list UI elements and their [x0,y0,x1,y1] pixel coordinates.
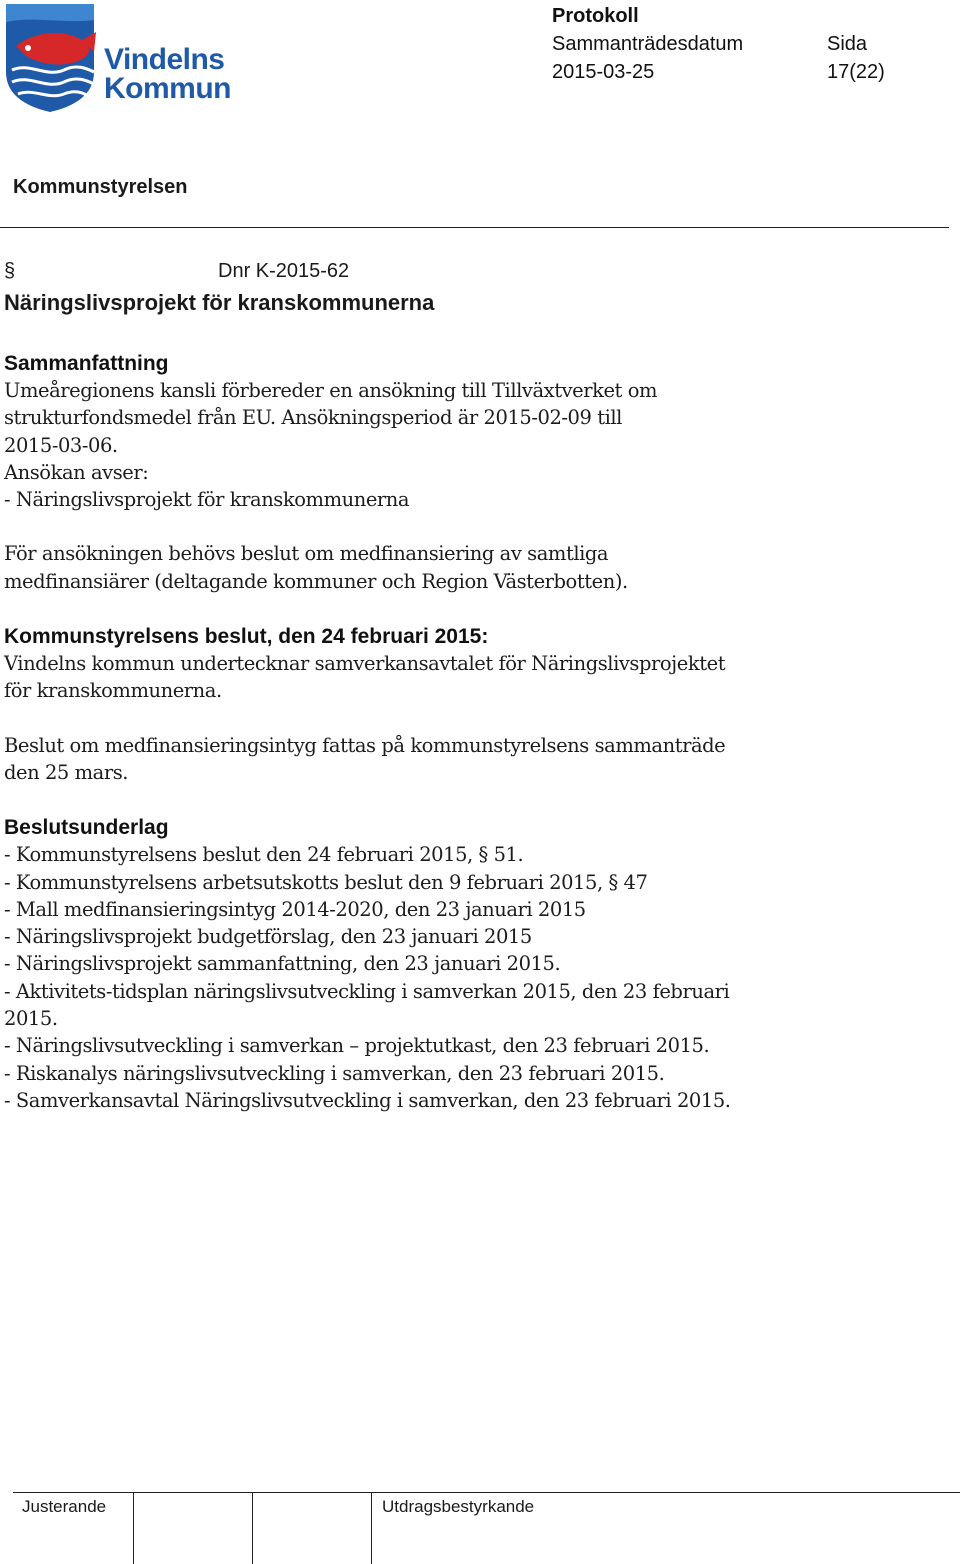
summary-line: medfinansiärer (deltagande kommuner och Region Västerbotten). [4,569,628,593]
summary-line: - Näringslivsprojekt för kranskommunerna [4,488,410,512]
logo-text-line2: Kommun [104,72,231,105]
page-number: 17(22) [827,61,885,83]
basis-item: - Näringslivsutveckling i samverkan – projektutkast, den 23 februari 2015. [4,1034,710,1058]
footer-divider [252,1492,253,1564]
basis-item: - Kommunstyrelsens arbetsutskotts beslut den 9 februari 2015, § 47 [4,870,648,894]
logo-text-line1: Vindelns [104,43,225,76]
spacer [4,705,824,732]
basis-item: - Näringslivsprojekt sammanfattning, den 23 januari 2015. [4,952,561,976]
summary-heading: Sammanfattning [4,352,169,375]
footer-top-rule [13,1492,960,1493]
summary-line: Ansökan avser: [4,460,149,484]
decision-heading: Kommunstyrelsens beslut, den 24 februari 2015: [4,625,489,649]
basis-item: - Näringslivsprojekt budgetförslag, den 23 januari 2015 [4,925,532,949]
basis-heading: Beslutsunderlag [4,816,169,840]
signature-footer [0,1492,960,1564]
case-number: Dnr K-2015-62 [218,260,350,282]
municipality-logo [4,2,240,114]
meeting-date-label: Sammanträdesdatum [552,33,744,55]
basis-item: - Aktivitets-tidsplan näringslivsutveckling i samverkan 2015, den 23 februari [4,979,730,1003]
spacer [4,513,824,540]
footer-label-justerande: Justerande [22,1497,107,1516]
spacer [4,786,824,814]
meeting-date: 2015-03-25 [552,61,655,83]
shield-icon [4,2,104,114]
document-type-title: Protokoll [552,5,639,27]
decision-line: den 25 mars. [4,760,129,784]
basis-item: - Samverkansavtal Näringslivsutveckling i samverkan, den 23 februari 2015. [4,1088,731,1112]
basis-item: - Riskanalys näringslivsutveckling i samverkan, den 23 februari 2015. [4,1061,665,1085]
decision-line: Vindelns kommun undertecknar samverkansavtalet för Näringslivsprojektet [4,652,726,676]
summary-line: För ansökningen behövs beslut om medfinansiering av samtliga [4,542,609,566]
basis-item: 2015. [4,1007,58,1031]
footer-divider [133,1492,134,1564]
footer-label-utdragsbestyrkande: Utdragsbestyrkande [382,1497,535,1516]
department-name: Kommunstyrelsen [13,176,188,198]
paragraph-symbol: § [4,260,16,282]
page-label: Sida [827,33,868,55]
footer-divider [371,1492,372,1564]
spacer [4,595,824,623]
header-divider [0,227,949,228]
basis-item: - Mall medfinansieringsintyg 2014-2020, den 23 januari 2015 [4,897,586,921]
summary-line: Umeåregionens kansli förbereder en ansökning till Tillväxtverket om [4,379,658,402]
case-title: Näringslivsprojekt för kranskommunerna [4,290,435,315]
document-body [4,350,824,1114]
summary-line: 2015-03-06. [4,433,118,457]
summary-line: strukturfondsmedel från EU. Ansökningsperiod är 2015-02-09 till [4,406,622,430]
basis-item: - Kommunstyrelsens beslut den 24 februari 2015, § 51. [4,843,524,867]
decision-line: Beslut om medfinansieringsintyg fattas på kommunstyrelsens sammanträde [4,733,726,757]
decision-line: för kranskommunerna. [4,679,222,703]
